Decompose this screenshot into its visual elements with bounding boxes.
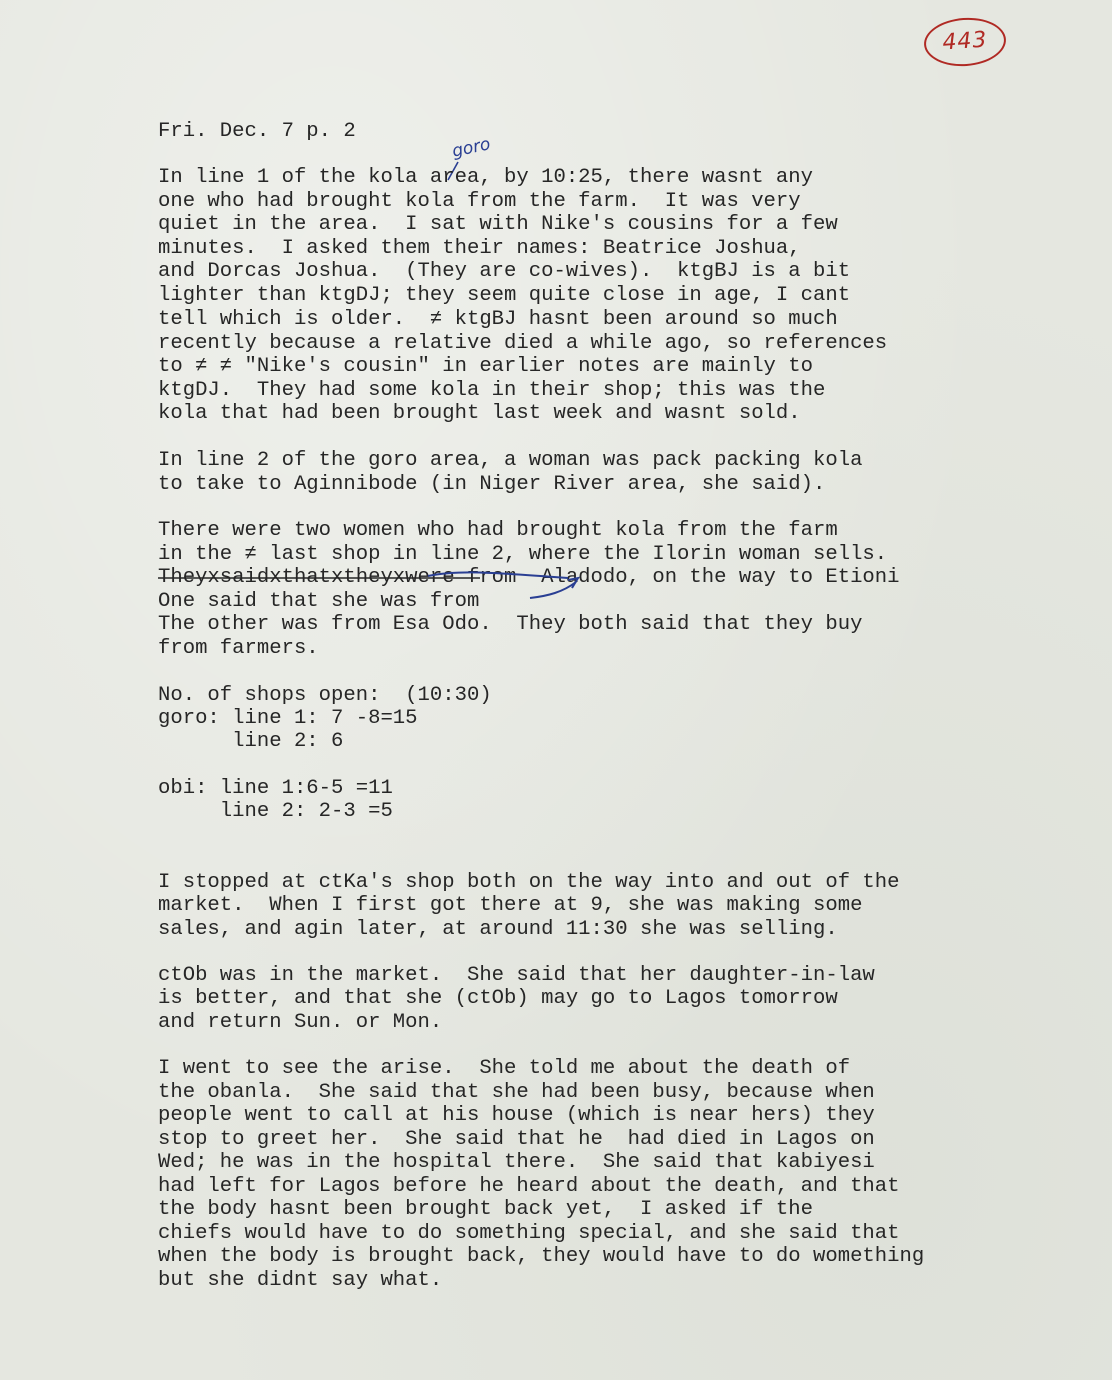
text-line: quiet in the area. I sat with Nike's cousins for a few [158,213,838,236]
text-line: chiefs would have to do something special, and she said that [158,1222,900,1245]
text-line: minutes. I asked them their names: Beatrice Joshua, [158,237,801,260]
handwritten-strikeout-arrow [158,566,588,602]
text-line: The other was from Esa Odo. They both said that they buy [158,613,863,636]
text-line: lighter than ktgDJ; they seem quite close in age, I cant [158,284,851,307]
text-line: to take to Aginnibode (in Niger River area, she said). [158,473,826,496]
text-line: I stopped at ctKa's shop both on the way into and out of the [158,871,900,894]
text-line: people went to call at his house (which is near hers) they [158,1104,875,1127]
text-line: In line 1 of the kola area, by 10:25, there wasnt any [158,166,813,189]
text-line: sales, and agin later, at around 11:30 she was selling. [158,918,838,941]
text-line: to ≠ ≠ "Nike's cousin" in earlier notes are mainly to [158,355,813,378]
text-line: in the ≠ last shop in line 2, where the Ilorin woman sells. [158,543,888,566]
text-line: goro: line 1: 7 -8=15 [158,707,418,730]
text-line: but she didnt say what. [158,1269,443,1292]
text-line: tell which is older. ≠ ktgBJ hasnt been around so much [158,308,838,331]
text-line: from farmers. [158,637,319,660]
page-number-circled: 443 [922,15,1007,69]
text-line: market. When I first got there at 9, she was making some [158,894,863,917]
text-line: In line 2 of the goro area, a woman was pack packing kola [158,449,863,472]
text-line: recently because a relative died a while ago, so references [158,332,888,355]
text-line: one who had brought kola from the farm. It was very [158,190,801,213]
struck-text-line: Theyxsaidxthatxtheyxwere from Aladodo, on the way to Etioni [158,566,900,589]
text-line: and Dorcas Joshua. (They are co-wives). ktgBJ is a bit [158,260,851,283]
text-line: obi: line 1:6-5 =11 [158,777,393,800]
text-line: the obanla. She said that she had been busy, because when [158,1081,875,1104]
text-line: the body hasnt been brought back yet, I asked if the [158,1198,813,1221]
text-line: ctOb was in the market. She said that her daughter-in-law [158,964,875,987]
text-line: and return Sun. or Mon. [158,1011,443,1034]
text-line: There were two women who had brought kola from the farm [158,519,838,542]
text-line: I went to see the arise. She told me about the death of [158,1057,851,1080]
text-line: ktgDJ. They had some kola in their shop; this was the [158,379,826,402]
text-line: line 2: 6 [158,730,344,753]
text-line: kola that had been brought last week and wasnt sold. [158,402,801,425]
text-line: Wed; he was in the hospital there. She said that kabiyesi [158,1151,875,1174]
text-line: One said that she was from [158,590,480,613]
text-line: line 2: 2-3 =5 [158,800,393,823]
text-line: had left for Lagos before he heard about the death, and that [158,1175,900,1198]
text-line: No. of shops open: (10:30) [158,684,492,707]
text-line: is better, and that she (ctOb) may go to Lagos tomorrow [158,987,838,1010]
text-line: Fri. Dec. 7 p. 2 [158,120,356,143]
handwritten-annotation: goro [450,134,493,162]
text-line: when the body is brought back, they would have to do womething [158,1245,925,1268]
text-line: stop to greet her. She said that he had died in Lagos on [158,1128,875,1151]
